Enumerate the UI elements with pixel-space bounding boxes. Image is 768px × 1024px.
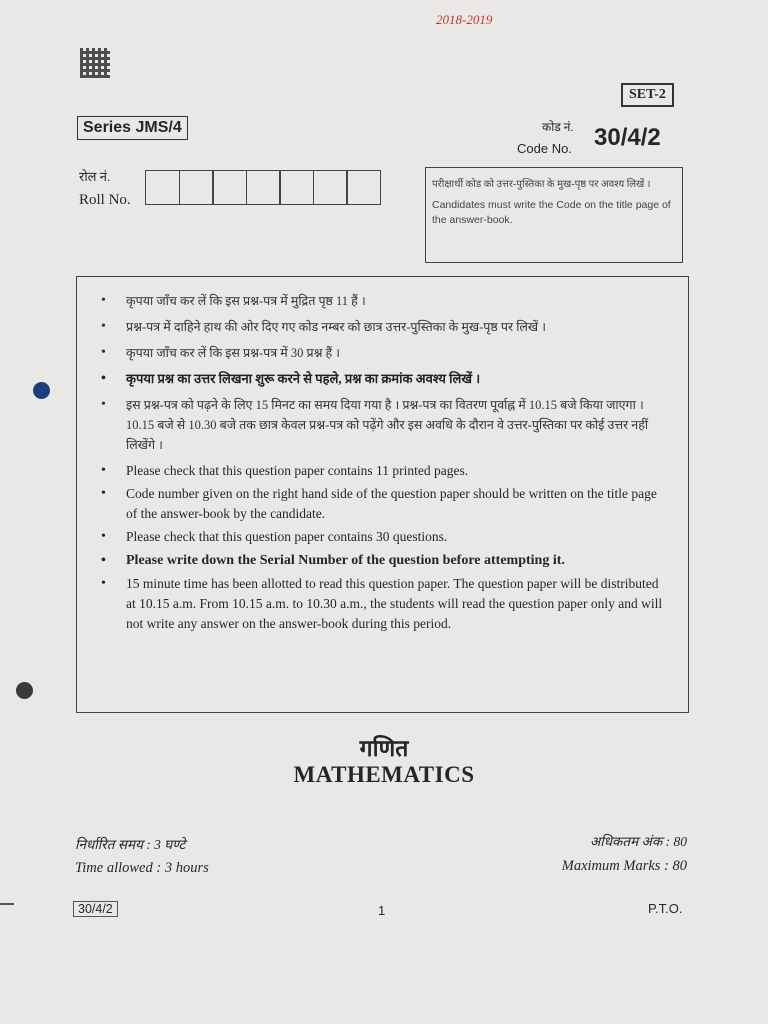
year-annotation: 2018-2019 [436,12,493,27]
time-allowed-hindi: निर्धारित समय : 3 घण्टे [75,837,186,852]
instruction-list [99,291,670,634]
roll-digit-box [212,170,247,205]
instruction-hindi: • कृपया प्रश्न का उत्तर लिखना शुरू करने से पहले, प्रश्न का क्रमांक अवश्य लिखें । [99,369,670,389]
instruction-english: • Please write down the Serial Number of the question before attempting it. [99,550,670,571]
punch-hole [33,382,50,399]
roll-label-hindi: रोल नं. [79,169,111,184]
fold-mark [0,903,14,905]
instructions-box [76,276,689,713]
roll-number-boxes [145,170,380,205]
series-label: Series JMS/4 [77,116,188,140]
footer-code: 30/4/2 [73,901,118,917]
roll-digit-box [346,170,381,205]
roll-digit-box [145,170,180,205]
instruction-hindi: • प्रश्न-पत्र में दाहिने हाथ की ओर दिए गए कोड नम्बर को छात्र उत्तर-पुस्तिका के मुख-पृष्ठ पर लिखें । [99,317,670,337]
instruction-english: • Please check that this question paper contains 11 printed pages. [99,461,670,481]
instruction-english: • Code number given on the right hand side of the question paper should be written on the title page of the answer-book by the candidate. [99,484,670,524]
maximum-marks-hindi: अधिकतम अंक : 80 [589,834,687,849]
instruction-hindi: • इस प्रश्न-पत्र को पढ़ने के लिए 15 मिनट का समय दिया गया है । प्रश्न-पत्र का वितरण पूर्वाह्न में 10.15 बजे किया जाएगा । 10.15 बजे से 10.30 बजे तक छात्र केवल प्रश्न-पत्र को पढ़ेंगे और इस अवधि के दौरान वे उत्तर-पुस्तिका पर कोई उत्तर नहीं लिखेंगे । [99,395,670,455]
notice-hindi: परीक्षार्थी कोड को उत्तर-पुस्तिका के मुख-पृष्ठ पर अवश्य लिखें । [432,179,651,190]
notice-english: Candidates must write the Code on the title page of the answer-book. [432,199,671,226]
instruction-hindi: • कृपया जाँच कर लें कि इस प्रश्न-पत्र में 30 प्रश्न हैं । [99,343,670,363]
subject-title-hindi: गणित [359,736,409,761]
code-number: 30/4/2 [594,124,661,151]
code-label: Code No. [517,141,572,156]
instruction-english: • 15 minute time has been allotted to read this question paper. The question paper will be distributed at 10.15 a.m. From 10.15 a.m. to 10.30 a.m., the students will read the question paper only and will not write any answer on the answer-book during this period. [99,574,670,634]
instruction-english: • Please check that this question paper contains 30 questions. [99,527,670,547]
time-allowed: Time allowed : 3 hours [75,860,209,876]
instruction-hindi: • कृपया जाँच कर लें कि इस प्रश्न-पत्र में मुद्रित पृष्ठ 11 हैं । [99,291,670,311]
punch-hole [16,682,33,699]
maximum-marks: Maximum Marks : 80 [561,858,687,874]
subject-title: MATHEMATICS [293,762,475,787]
roll-digit-box [279,170,314,205]
qr-code [80,48,110,78]
candidate-notice-box [425,167,683,263]
roll-label: Roll No. [79,192,131,208]
code-label-hindi: कोड नं. [542,120,574,134]
page-number: 1 [378,903,386,918]
pto-label: P.T.O. [648,901,683,916]
roll-digit-box [179,170,214,205]
roll-digit-box [246,170,281,205]
roll-digit-box [313,170,348,205]
set-badge: SET-2 [621,83,674,107]
